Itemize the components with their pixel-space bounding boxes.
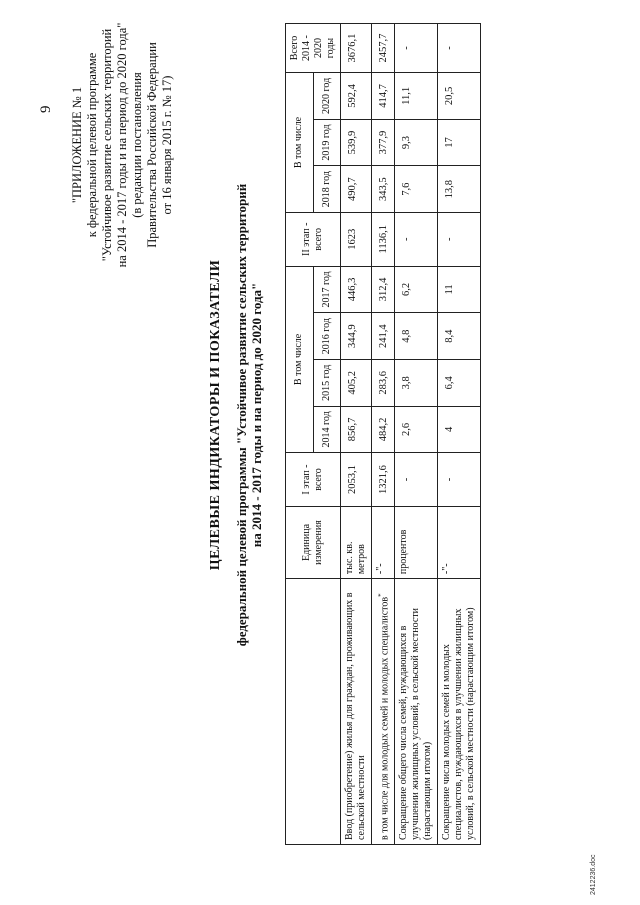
value-cell: 414,7 xyxy=(372,73,395,120)
value-cell: 7,6 xyxy=(395,166,438,213)
value-cell: 241,4 xyxy=(372,313,395,360)
value-cell: 1321,6 xyxy=(372,453,395,507)
table-row xyxy=(341,24,372,845)
value-cell: 539,9 xyxy=(341,119,372,166)
appendix-line: Правительства Российской Федерации xyxy=(145,42,159,248)
header-indicator xyxy=(286,579,341,845)
value-cell: - xyxy=(438,212,481,266)
indicator-cell xyxy=(372,579,395,845)
value-cell: 446,3 xyxy=(341,266,372,313)
value-cell: 484,2 xyxy=(372,406,395,453)
value-cell: 4,8 xyxy=(395,313,438,360)
value-cell: 6,2 xyxy=(395,266,438,313)
unit-cell: -"- xyxy=(438,506,481,578)
value-cell: 490,7 xyxy=(341,166,372,213)
value-cell: - xyxy=(395,453,438,507)
header-total: Всего 2014 - 2020 годы xyxy=(286,24,341,73)
value-cell: 1623 xyxy=(341,212,372,266)
value-cell: 405,2 xyxy=(341,359,372,406)
value-cell: 1136,1 xyxy=(372,212,395,266)
indicator-text: Ввод (приобретение) жилья для граждан, проживающих в сельской местности xyxy=(344,592,367,840)
value-cell: 11,1 xyxy=(395,73,438,120)
header-in-that-2: В том числе xyxy=(286,73,314,213)
header-2016: 2016 год xyxy=(313,313,341,360)
value-cell: 312,4 xyxy=(372,266,395,313)
unit-cell: -"- xyxy=(372,506,395,578)
header-2017: 2017 год xyxy=(313,266,341,313)
indicator-text: Сокращение числа молодых семей и молодых специалистов, нуждающихся в улучшении жилищных условий, в сельской местности (нарастающим итогом) xyxy=(441,607,477,840)
appendix-line: "Устойчивое развитие сельских территорий xyxy=(100,28,114,262)
header-2020: 2020 год xyxy=(313,73,341,120)
indicator-text: в том числе для молодых семей и молодых специалистов xyxy=(379,596,391,840)
indicator-cell xyxy=(395,579,438,845)
appendix-block xyxy=(70,5,175,285)
footnote-mark: * xyxy=(377,593,385,597)
indicators-table xyxy=(285,23,481,845)
value-cell: 3,8 xyxy=(395,359,438,406)
value-cell: 6,4 xyxy=(438,359,481,406)
appendix-line: "ПРИЛОЖЕНИЕ № 1 xyxy=(70,86,84,204)
appendix-line: к федеральной целевой программе xyxy=(85,52,99,238)
table-row xyxy=(372,24,395,845)
value-cell: 20,5 xyxy=(438,73,481,120)
value-cell: 377,9 xyxy=(372,119,395,166)
value-cell: 283,6 xyxy=(372,359,395,406)
value-cell: 344,9 xyxy=(341,313,372,360)
unit-cell: тыс. кв. метров xyxy=(341,506,372,578)
value-cell: 343,5 xyxy=(372,166,395,213)
value-cell: 856,7 xyxy=(341,406,372,453)
subtitle-line: на 2014 - 2017 годы и на период до 2020 года" xyxy=(249,282,264,548)
appendix-line: (в редакции постановления xyxy=(130,72,144,218)
header-in-that-1: В том числе xyxy=(286,266,314,453)
value-cell: 8,4 xyxy=(438,313,481,360)
table-row xyxy=(395,24,438,845)
header-2019: 2019 год xyxy=(313,119,341,166)
header-2018: 2018 год xyxy=(313,166,341,213)
value-cell: - xyxy=(438,453,481,507)
file-code: 2412236.doc xyxy=(590,854,597,895)
appendix-line: на 2014 - 2017 годы и на период до 2020 года" xyxy=(115,22,129,268)
value-cell: 13,8 xyxy=(438,166,481,213)
value-cell: - xyxy=(395,212,438,266)
value-cell: - xyxy=(395,24,438,73)
value-cell: 9,3 xyxy=(395,119,438,166)
value-cell: - xyxy=(438,24,481,73)
page-number: 9 xyxy=(38,105,54,113)
header-stage2-total: II этап - всего xyxy=(286,212,341,266)
subtitle-line: федеральной целевой программы "Устойчивое развитие сельских территорий xyxy=(234,183,249,647)
indicator-cell xyxy=(438,579,481,845)
appendix-line: от 16 января 2015 г. № 17) xyxy=(160,75,174,215)
value-cell: 2457,7 xyxy=(372,24,395,73)
header-stage1-total: I этап - всего xyxy=(286,453,341,507)
indicator-cell xyxy=(341,579,372,845)
value-cell: 3676,1 xyxy=(341,24,372,73)
header-row xyxy=(286,24,314,845)
value-cell: 592,4 xyxy=(341,73,372,120)
value-cell: 2053,1 xyxy=(341,453,372,507)
value-cell: 17 xyxy=(438,119,481,166)
document-subtitle xyxy=(234,105,264,725)
value-cell: 4 xyxy=(438,406,481,453)
indicator-text: Сокращение общего числа семей, нуждающихся в улучшении жилищных условий, в сельской местности (нарастающим итогом) xyxy=(398,608,434,840)
document-title: ЦЕЛЕВЫЕ ИНДИКАТОРЫ И ПОКАЗАТЕЛИ xyxy=(208,259,223,571)
header-2014: 2014 год xyxy=(313,406,341,453)
value-cell: 11 xyxy=(438,266,481,313)
header-unit: Единица измерения xyxy=(286,506,341,578)
value-cell: 2,6 xyxy=(395,406,438,453)
unit-cell: процентов xyxy=(395,506,438,578)
table-row xyxy=(438,24,481,845)
header-2015: 2015 год xyxy=(313,359,341,406)
